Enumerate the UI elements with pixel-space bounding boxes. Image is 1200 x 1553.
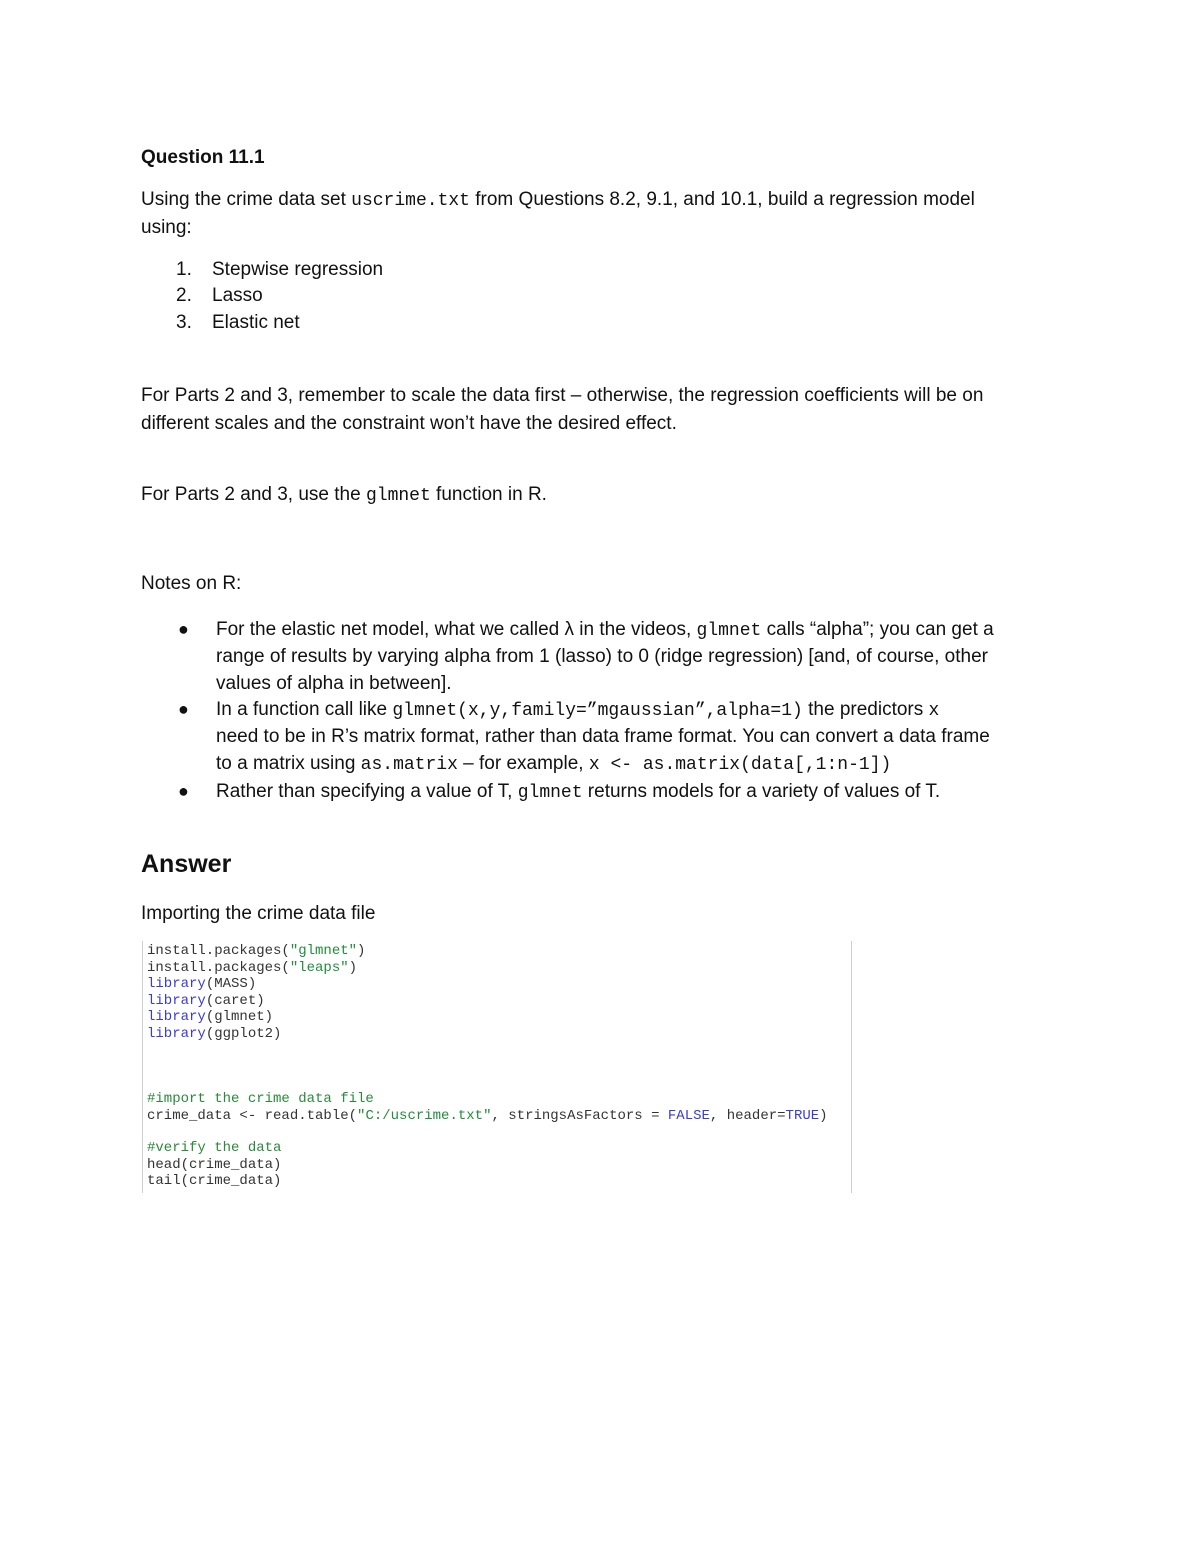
code-arg: , header= <box>709 1108 786 1124</box>
code-line <box>147 1026 281 1043</box>
code-punct: ) <box>819 1108 828 1124</box>
list-item <box>176 259 383 281</box>
code-line: tail(crime_data) <box>147 1173 282 1189</box>
intro-text: Using the crime data set <box>141 189 352 210</box>
code-fn: install.packages( <box>147 960 290 976</box>
code-keyword: TRUE <box>785 1108 820 1124</box>
bullet-text: to a matrix using <box>216 753 361 774</box>
code-comment: #verify the data <box>147 1140 282 1156</box>
notes-title: Notes on R: <box>141 573 242 594</box>
list-item <box>176 312 300 334</box>
bullet-text: Rather than specifying a value of T, <box>216 781 518 802</box>
file-name-code: uscrime.txt <box>351 191 470 211</box>
bullet-text: In a function call like <box>216 699 393 720</box>
code-keyword: library <box>147 993 206 1009</box>
code-keyword: library <box>147 1009 206 1025</box>
glmnet-code: glmnet <box>365 486 431 506</box>
bullet-icon: ● <box>178 699 189 719</box>
code-fn: install.packages( <box>147 943 290 959</box>
code-line <box>147 1108 828 1125</box>
code-block <box>142 941 852 1193</box>
list-number: 2. <box>176 285 192 306</box>
code-arg: (ggplot2) <box>205 1026 282 1042</box>
example-code: x <- as.matrix(data[,1:n-1]) <box>588 755 892 775</box>
code-comment: #import the crime data file <box>147 1091 374 1107</box>
glmnet-note <box>141 481 547 510</box>
question-intro-line1 <box>141 186 975 215</box>
code-string: "C:/uscrime.txt" <box>357 1108 492 1124</box>
list-item <box>176 285 263 307</box>
intro-text-cont: from Questions 8.2, 9.1, and 10.1, build a regression model <box>469 189 975 210</box>
code-string: "leaps" <box>289 960 349 976</box>
bullet-line: need to be in R’s matrix format, rather than data frame format. You can convert a data frame <box>216 726 990 747</box>
code-arg: (MASS) <box>205 976 257 992</box>
import-label: Importing the crime data file <box>141 903 376 924</box>
function-call-code: glmnet(x,y,family=”mgaussian”,alpha=1) <box>392 701 803 721</box>
bullet-text: the predictors <box>802 699 929 720</box>
list-label: Stepwise regression <box>212 259 384 280</box>
code-arg: (glmnet) <box>205 1009 274 1025</box>
glmnet-note-text-cont: function in R. <box>430 484 547 505</box>
list-label: Lasso <box>212 285 263 306</box>
code-line <box>147 993 265 1010</box>
list-label: Elastic net <box>212 312 300 333</box>
code-punct: ) <box>357 943 366 959</box>
bullet-line <box>216 778 940 807</box>
code-keyword: library <box>147 1026 206 1042</box>
bullet-text: returns models for a variety of values of T. <box>582 781 941 802</box>
bullet-text: calls “alpha”; you can get a <box>761 619 994 640</box>
bullet-line <box>216 616 994 645</box>
bullet-icon: ● <box>178 619 189 639</box>
code-line <box>147 960 357 977</box>
answer-heading: Answer <box>141 850 232 878</box>
code-line <box>147 943 365 960</box>
code-arg: (caret) <box>205 993 265 1009</box>
glmnet-code: glmnet <box>696 621 762 641</box>
question-title: Question 11.1 <box>141 147 265 168</box>
code-string: "glmnet" <box>289 943 358 959</box>
code-fn: crime_data <- read.table( <box>147 1108 358 1124</box>
bullet-icon: ● <box>178 781 189 801</box>
code-line: head(crime_data) <box>147 1157 282 1173</box>
variable-code: x <box>928 701 940 721</box>
as-matrix-code: as.matrix <box>360 755 458 775</box>
scale-note-line1: For Parts 2 and 3, remember to scale the data first – otherwise, the regression coefficients will be on <box>141 385 984 406</box>
bullet-text: For the elastic net model, what we called λ in the videos, <box>216 619 697 640</box>
bullet-line: values of alpha in between]. <box>216 673 452 694</box>
code-keyword: library <box>147 976 206 992</box>
code-line <box>147 976 256 993</box>
bullet-text: – for example, <box>457 753 589 774</box>
bullet-line <box>216 750 891 779</box>
code-keyword: FALSE <box>667 1108 710 1124</box>
code-line <box>147 1009 273 1026</box>
glmnet-note-text: For Parts 2 and 3, use the <box>141 484 366 505</box>
code-arg: , stringsAsFactors = <box>491 1108 668 1124</box>
bullet-line <box>216 696 939 725</box>
code-punct: ) <box>348 960 358 976</box>
glmnet-code: glmnet <box>517 783 583 803</box>
list-number: 1. <box>176 259 192 280</box>
scale-note-line2: different scales and the constraint won’t have the desired effect. <box>141 413 677 434</box>
question-intro-line2: using: <box>141 217 192 238</box>
bullet-line: range of results by varying alpha from 1 (lasso) to 0 (ridge regression) [and, of course, other <box>216 646 988 667</box>
list-number: 3. <box>176 312 192 333</box>
